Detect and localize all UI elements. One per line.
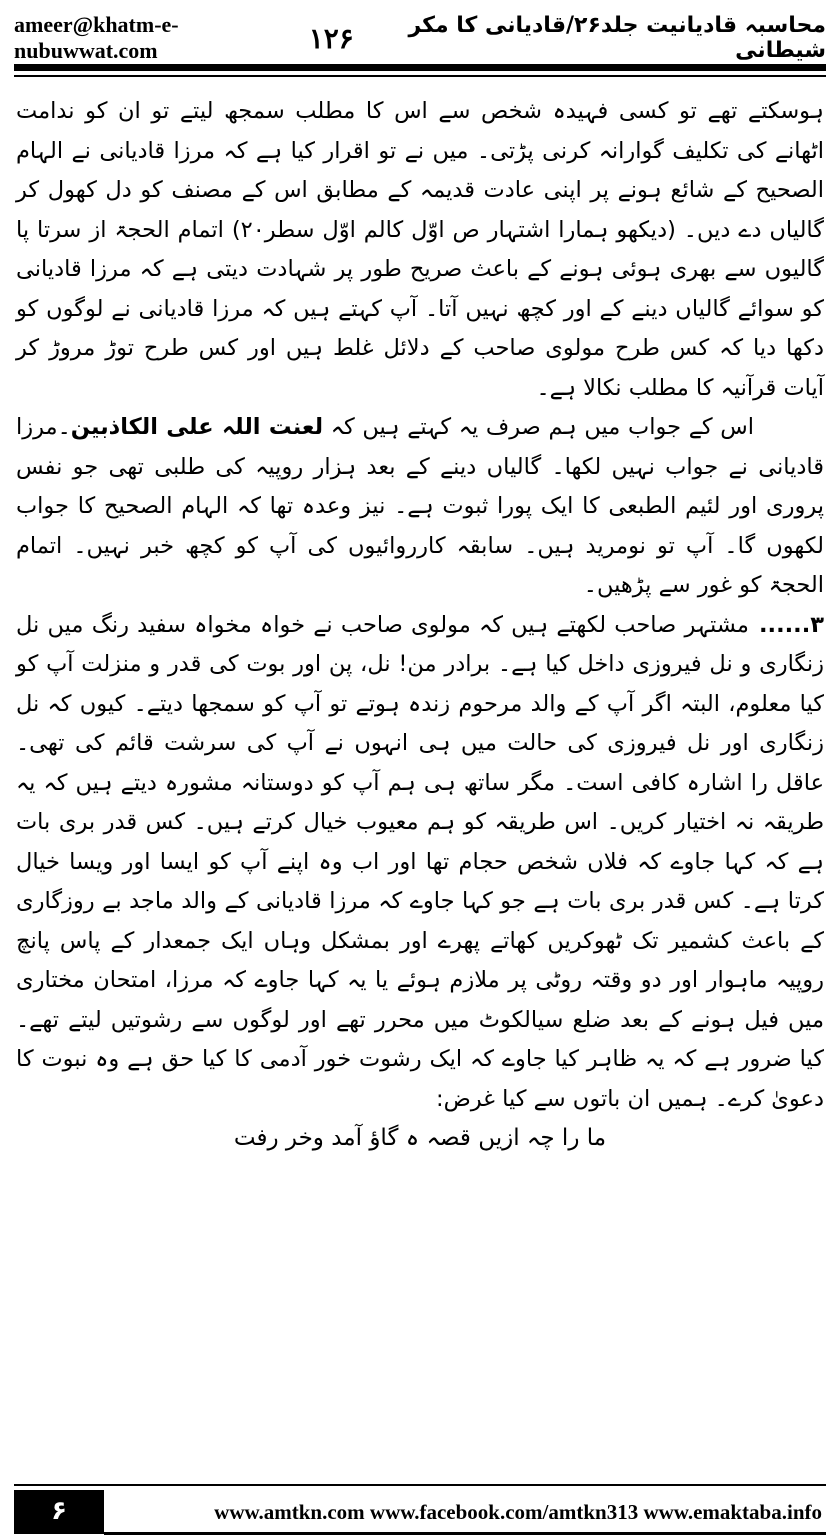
- page-header: [14, 12, 826, 63]
- paragraph-3-number: ۳......: [758, 611, 824, 638]
- paragraph-2-rest: ۔مرزا قادیانی نے جواب نہیں لکھا۔ گالیاں دینے کے بعد ہزار روپیہ کی طلبی تھی جو نفس پروری اور لئیم الطبعی کا ایک پورا ثبوت ہے۔ نیز وعدہ تھا کہ الہام الصحیح کا جواب لکھوں گا۔ آپ تو نومرید ہیں۔ سابقہ کارروائیوں کی آپ کو کچھ خبر نہیں۔ اتمام الحجۃ کو غور سے پڑھیں۔: [16, 414, 824, 598]
- footer-page-number: ۶: [14, 1490, 104, 1534]
- paragraph-1: ہوسکتے تھے تو کسی فہیدہ شخص سے اس کا مطلب سمجھ لیتے تو ان کو ندامت اٹھانے کی تکلیف گوارانہ کرنی پڑتی۔ میں نے تو اقرار کیا ہے کہ مرزا قادیانی نے الہام الصحیح کے شائع ہونے پر اپنی عادت قدیمہ کے مطابق اس کے مصنف کو دل کھول کر گالیاں دے دیں۔ (دیکھو ہمارا اشتہار ص اوّل کالم اوّل سطر۲۰) اتمام الحجۃ از سرتا پا گالیوں سے بھری ہوئی ہونے کے باعث صریح طور پر شہادت دیتی ہے کہ مرزا قادیانی کو سوائے گالیاں دینے کے اور کچھ نہیں آتا۔ آپ کہتے ہیں کہ مرزا قادیانی نے لوگوں کو دکھا دیا کہ کس طرح مولوی صاحب کے دلائل غلط ہیں اور کس طرح توڑ مروڑ کر آیات قرآنیہ کا مطلب نکالا ہے۔: [16, 98, 824, 401]
- footer-urls: www.amtkn.com www.facebook.com/amtkn313 www.emaktaba.info: [214, 1500, 822, 1524]
- header-rule-thick: [14, 64, 826, 71]
- header-page-number: ۱۲۶: [308, 21, 354, 55]
- header-left: [14, 12, 354, 64]
- page-footer: [14, 1490, 826, 1534]
- header-rule-thin: [14, 75, 826, 77]
- footer-rule-top: [14, 1484, 826, 1486]
- paragraph-3: [16, 606, 824, 1120]
- arabic-curse-phrase: لعنت اللہ علی الکاذبین: [70, 414, 324, 440]
- footer-rule-bottom: [104, 1532, 826, 1535]
- paragraph-2-start: اس کے جواب میں ہم صرف یہ کہتے ہیں کہ: [330, 414, 755, 440]
- paragraph-3-text: مشتہر صاحب لکھتے ہیں کہ مولوی صاحب نے خواہ مخواہ سفید رنگ میں نل زنگاری و نل فیروزی داخل کیا ہے۔ برادر من! نل، پن اور بوت کی قدر و منزلت آپ کو کیا معلوم، البتہ اگر آپ کے والد مرحوم زندہ ہوتے تو آپ کو سمجھا دیتے۔ کیوں کہ نل زنگاری اور نل فیروزی کی حالت میں ہی انہوں نے آپ کی سرشت قائم کی تھی۔ عاقل را اشارہ کافی است۔ مگر ساتھ ہی ہم آپ کو دوستانہ مشورہ دیتے ہیں کہ یہ طریقہ نہ اختیار کریں۔ اس طریقہ کو ہم معیوب خیال کرتے ہیں۔ کس قدر بری بات ہے کہ کہا جاوے کہ فلاں شخص حجام تھا اور اب وہ اپنے آپ کو ایسا اور ویسا خیال کرتا ہے۔ کس قدر بری بات ہے جو کہا جاوے کہ مرزا قادیانی کے والد ماجد بے روزگاری کے باعث کشمیر تک ٹھوکریں کھاتے پھرے اور بمشکل وہاں ایک جمعدار کے پاس پانچ روپیہ ماہوار اور دو وقتہ روٹی پر ملازم ہوئے یا یہ کہا جاوے کہ مرزا، امتحان مختاری میں فیل ہونے کے بعد ضلع سیالکوٹ میں محرر تھے اور لوگوں سے رشوتیں لیتے تھے۔ کیا ضرور ہے کہ یہ ظاہر کیا جاوے کہ ایک رشوت خور آدمی کا کیا حق ہے وہ نبوت کا دعویٰ کرے۔ ہمیں ان باتوں سے کیا غرض:: [16, 611, 824, 1112]
- header-title: محاسبہ قادیانیت جلد۲۶/قادیانی کا مکر شیطانی: [408, 13, 826, 63]
- paragraph-2: [16, 408, 824, 606]
- page-body: [16, 92, 824, 1159]
- header-email: ameer@khatm-e-nubuwwat.com: [14, 12, 179, 63]
- persian-verse: ما را چہ ازیں قصہ ہ گاؤ آمد وخر رفت: [233, 1125, 607, 1151]
